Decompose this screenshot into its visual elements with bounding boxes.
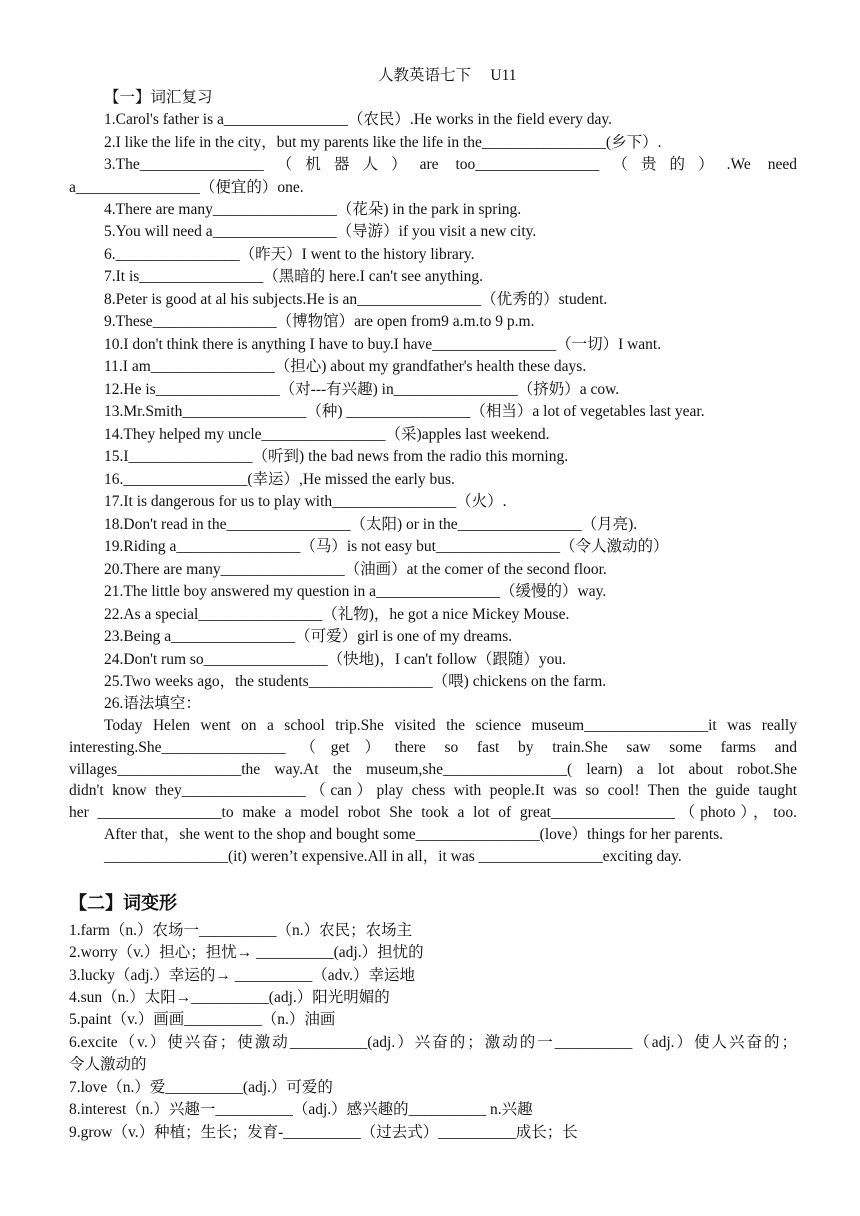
- question-line: 20.There are many________________（油画）at the comer of the second floor.: [104, 561, 607, 578]
- question-line: 9.These________________（博物馆）are open from9 a.m.to 9 p.m.: [104, 313, 535, 330]
- word-form-line: 7.love（n.）爱__________(adj.）可爱的: [69, 1079, 333, 1096]
- question-line: 21.The little boy answered my question in a________________（缓慢的）way.: [104, 583, 607, 600]
- section2-heading: 【二】词变形: [69, 893, 177, 914]
- section1-heading: 【一】词汇复习: [104, 89, 213, 106]
- passage-line: ________________(it) weren’t expensive.All in all，it was ________________exciting day.: [104, 848, 682, 865]
- question-line: 1.Carol's father is a________________（农民）.He works in the field every day.: [104, 111, 613, 128]
- question-line: 23.Being a________________（可爱）girl is one of my dreams.: [104, 628, 513, 645]
- question-line: 13.Mr.Smith________________（种) ________________（相当）a lot of vegetables last year.: [104, 403, 705, 420]
- question-line: 17.It is dangerous for us to play with________________（火）.: [104, 493, 507, 510]
- word-form-line: 9.grow（v.）种植；生长；发育-__________（过去式）__________成长；长: [69, 1124, 578, 1141]
- question-line: 10.I don't think there is anything I have to buy.I have________________（一切）I want.: [104, 336, 662, 353]
- question-line: 3.The________________（机器人）are too________________（贵的）.We need: [104, 156, 797, 173]
- question-line: 2.I like the life in the city，but my parents like the life in the________________(乡下）.: [104, 134, 662, 151]
- word-form-line: 令人激动的: [69, 1056, 147, 1073]
- question-line: 7.It is________________（黑暗的 here.I can't see anything.: [104, 268, 484, 285]
- word-form-line: 4.sun（n.）太阳→__________(adj.）阳光明媚的: [69, 989, 390, 1006]
- question-line: 19.Riding a________________（马）is not easy but________________（令人激动的）: [104, 538, 669, 555]
- question-line: 26.语法填空：: [104, 695, 201, 712]
- word-form-line: 3.lucky（adj.）幸运的→ __________（adv.）幸运地: [69, 967, 415, 984]
- passage-line: Today Helen went on a school trip.She visited the science museum________________it was really: [104, 717, 797, 734]
- question-line: 12.He is________________（对---有兴趣) in________________（挤奶）a cow.: [104, 381, 620, 398]
- passage-line: her ________________to make a model robot She took a lot of great________________（photo），too.: [69, 804, 797, 821]
- passage-line: villages________________the way.At the museum,she________________( learn) a lot about robot.She: [69, 761, 797, 778]
- question-line: 14.They helped my uncle________________（采)apples last weekend.: [104, 426, 550, 443]
- question-line: 11.I am________________（担心) about my grandfather's health these days.: [104, 358, 587, 375]
- question-line: 4.There are many________________（花朵) in the park in spring.: [104, 201, 522, 218]
- word-form-line: 2.worry（v.）担心；担忧→ __________(adj.）担忧的: [69, 944, 424, 961]
- question-line: 6.________________（昨天）I went to the history library.: [104, 246, 475, 263]
- question-line: 16.________________(幸运）,He missed the early bus.: [104, 471, 455, 488]
- question-line: a________________（便宜的）one.: [69, 179, 304, 196]
- question-line: 18.Don't read in the________________（太阳) or in the________________（月亮).: [104, 516, 638, 533]
- passage-line: didn't know they________________（can）play chess with people.It was so cool! Then the guide taught: [69, 782, 797, 799]
- word-form-line: 6.excite（v.）使兴奋；使激动__________(adj.）兴奋的；激动的一__________（adj.）使人兴奋的；: [69, 1034, 797, 1051]
- passage-line: After that，she went to the shop and bought some________________(love）things for her parents.: [104, 826, 724, 843]
- question-line: 25.Two weeks ago，the students________________（喂) chickens on the farm.: [104, 673, 607, 690]
- question-line: 24.Don't rum so________________（快地)，I can't follow（跟随）you.: [104, 651, 566, 668]
- question-line: 5.You will need a________________（导游）if you visit a new city.: [104, 223, 537, 240]
- word-form-line: 5.paint（v.）画画__________（n.）油画: [69, 1011, 336, 1028]
- passage-line: interesting.She________________（get）there so fast by train.She saw some farms and: [69, 739, 797, 756]
- page-title: 人教英语七下 U11: [378, 67, 517, 84]
- question-line: 8.Peter is good at al his subjects.He is an________________（优秀的）student.: [104, 291, 608, 308]
- question-line: 15.I________________（听到) the bad news from the radio this morning.: [104, 448, 569, 465]
- word-form-line: 1.farm（n.）农场一__________（n.）农民；农场主: [69, 922, 413, 939]
- question-line: 22.As a special________________（礼物)，he got a nice Mickey Mouse.: [104, 606, 570, 623]
- word-form-line: 8.interest（n.）兴趣一__________（adj.）感兴趣的__________ n.兴趣: [69, 1101, 533, 1118]
